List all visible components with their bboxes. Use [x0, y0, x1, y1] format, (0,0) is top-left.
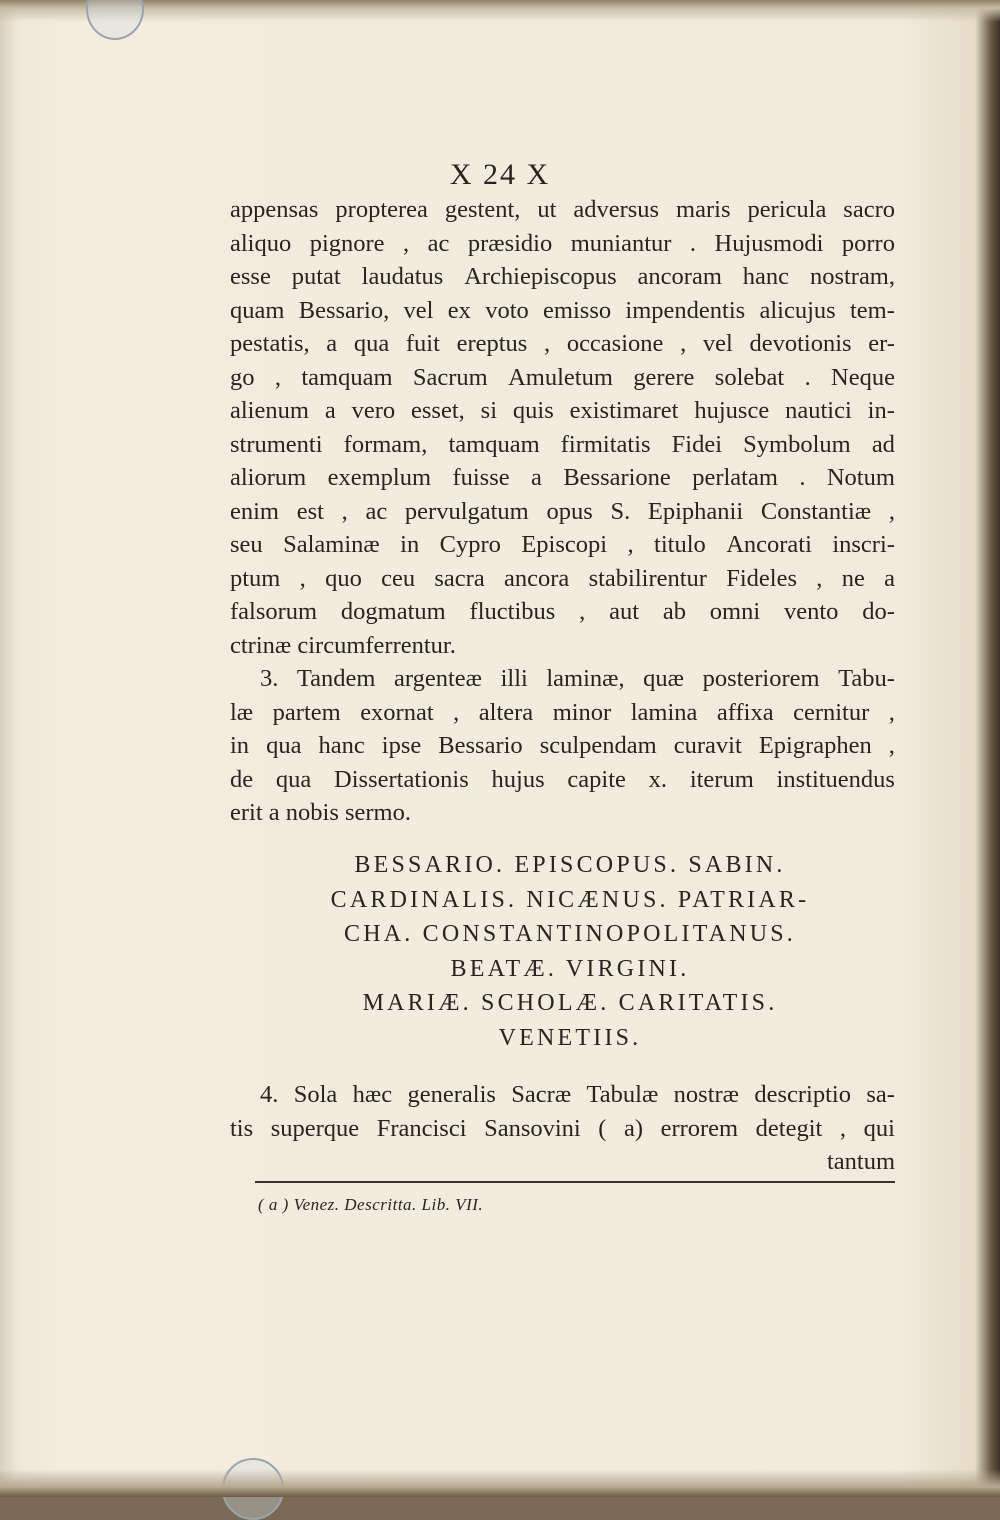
text-line: erit a nobis sermo.: [230, 799, 411, 826]
text-line: falsorum dogmatum fluctibus , aut ab omni vento do-: [230, 598, 895, 625]
text-line: tis superque Francisci Sansovini ( a) errorem detegit , qui: [230, 1114, 895, 1142]
inscription-line: CARDINALIS. NICÆNUS. PATRIAR-: [330, 886, 810, 913]
text-line: in qua hanc ipse Bessario sculpendam curavit Epigraphen ,: [230, 732, 895, 759]
epigraph-inscription: [240, 848, 900, 1055]
paper-clip-bottom: [222, 1458, 284, 1520]
footnote: ( a ) Venez. Descritta. Lib. VII.: [258, 1195, 484, 1214]
inscription-line: MARIÆ. SCHOLÆ. CARITATIS.: [362, 990, 778, 1016]
paper-clip-top: [86, 0, 144, 40]
footnote-rule: [255, 1181, 895, 1183]
text-line: aliquo pignore , ac præsidio muniantur . Hujusmodi porro: [230, 229, 895, 257]
text-line: quam Bessario, vel ex voto emisso impendentis alicujus tem-: [230, 296, 895, 324]
text-line: strumenti formam, tamquam firmitatis Fidei Symbolum ad: [230, 430, 895, 458]
inscription-line: VENETIIS.: [498, 1024, 642, 1051]
inscription-line: CHA. CONSTANTINOPOLITANUS.: [343, 921, 797, 947]
text-line: seu Salaminæ in Cypro Episcopi , titulo Ancorati inscri-: [230, 531, 895, 558]
text-line: pestatis, a qua fuit ereptus , occasione , vel devotionis er-: [230, 330, 895, 357]
text-line: 3. Tandem argenteæ illi laminæ, quæ posteriorem Tabu-: [260, 665, 895, 692]
text-line: enim est , ac pervulgatum opus S. Epiphanii Constantiæ ,: [230, 497, 895, 525]
text-line: de qua Dissertationis hujus capite x. iterum instituendus: [230, 765, 895, 793]
text-line: læ partem exornat , altera minor lamina affixa cernitur ,: [230, 698, 895, 726]
text-line: go , tamquam Sacrum Amuletum gerere solebat . Neque: [230, 363, 895, 391]
paragraph-3: [230, 1078, 895, 1179]
text-line: esse putat laudatus Archiepiscopus ancoram hanc nostram,: [230, 263, 895, 290]
text-line: alienum a vero esset, si quis existimaret hujusce nautici in-: [230, 397, 895, 424]
text-line: ptum , quo ceu sacra ancora stabilirentur Fideles , ne a: [230, 564, 895, 592]
text-line: ctrinæ circumferrentur.: [230, 631, 456, 659]
paragraph-1: [230, 193, 895, 662]
page-header: X 24 X: [449, 158, 551, 191]
catchword: tantum: [826, 1148, 895, 1175]
text-line: appensas propterea gestent, ut adversus maris pericula sacro: [230, 196, 895, 223]
text-line: aliorum exemplum fuisse a Bessarione perlatam . Notum: [230, 464, 895, 491]
text-line: 4. Sola hæc generalis Sacræ Tabulæ nostræ descriptio sa-: [260, 1081, 895, 1108]
paragraph-2: [230, 662, 895, 830]
inscription-line: BEATÆ. VIRGINI.: [450, 955, 690, 982]
inscription-line: BESSARIO. EPISCOPUS. SABIN.: [354, 852, 786, 878]
